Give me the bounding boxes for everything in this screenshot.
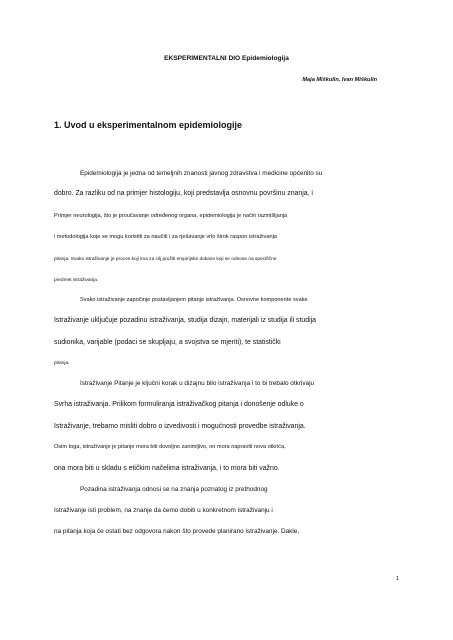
paragraph-line: Epidemiologija je jedna od temeljnih znanosti javnog zdravstva i medicine općenito su — [80, 170, 323, 177]
paragraph-line: Primjer neurologija, što je proučavanje određenog organa, epidemiologija je način razmišljanja — [54, 213, 288, 219]
paragraph-line: Pozadina istraživanja odnosi se na znanja poznatog iz prethodnog — [80, 486, 268, 493]
document-authors: Maja Miškulin, Ivan Miškulin — [302, 77, 377, 83]
paragraph-line: Istraživanje, trebamo misliti dobro o izvedivosti i mogućnosti provedbe istraživanja. — [54, 423, 306, 430]
page-number: 1 — [395, 576, 399, 582]
paragraph-line: pitanja. Svako istraživanje je proces koji ima za cilj pružiti empirijske dokaze koji se odnose na specifične — [54, 257, 277, 262]
paragraph-line: Istraživanje uključuje pozadinu istraživanja, studija dizajn, materijali iz studija ili studija — [54, 317, 316, 324]
paragraph-line: Svrha istraživanja. Prilikom formuliranja istraživačkog pitanja i donošenje odluke o — [54, 401, 304, 408]
paragraph-line: Istraživanje isti problem, na znanje da ćemo dobiti u konkretnom istraživanju i — [54, 507, 273, 514]
paragraph-line: sudionika, varijable (podaci se skupljaju, a svojstva se mjeriti), te statistički — [54, 339, 281, 346]
paragraph-line: predmet istraživanja. — [54, 278, 99, 283]
paragraph-line: ona mora biti u skladu s etičkim načelima istraživanja, i to mora biti važno. — [54, 465, 280, 472]
paragraph-line: Istraživanje Pitanje je ključni korak u dizajnu bilo istraživanja i to bi trebalo otkrivaju — [80, 380, 315, 387]
paragraph-line: dobro. Za razliku od na primjer histologiju, koji predstavlja osnovnu površinu znanja, i — [54, 190, 313, 197]
document-title: EKSPERIMENTALNI DIO Epidemiologija — [164, 55, 289, 62]
paragraph-line: Svako istraživanje započinje postavljanjem pitanje istraživanja. Osnovne komponente svake — [80, 297, 308, 303]
section-heading: 1. Uvod u eksperimentalnom epidemiologije — [54, 120, 243, 130]
paragraph-line: na pitanja koja će ostati bez odgovora nakon što provede planirano istraživanje. Dakle, — [54, 528, 300, 535]
paragraph-line: pitanja. — [54, 361, 70, 366]
paragraph-line: Osim toga, istraživanje je pitanje mora biti dovoljno zanimljivo, on mora napraviti nova otkrića, — [54, 444, 286, 450]
paragraph-line: i metodologija koje se mogu koristiti za naučiti i za rješavanje vrlo širok raspon istraživanja — [54, 234, 277, 240]
